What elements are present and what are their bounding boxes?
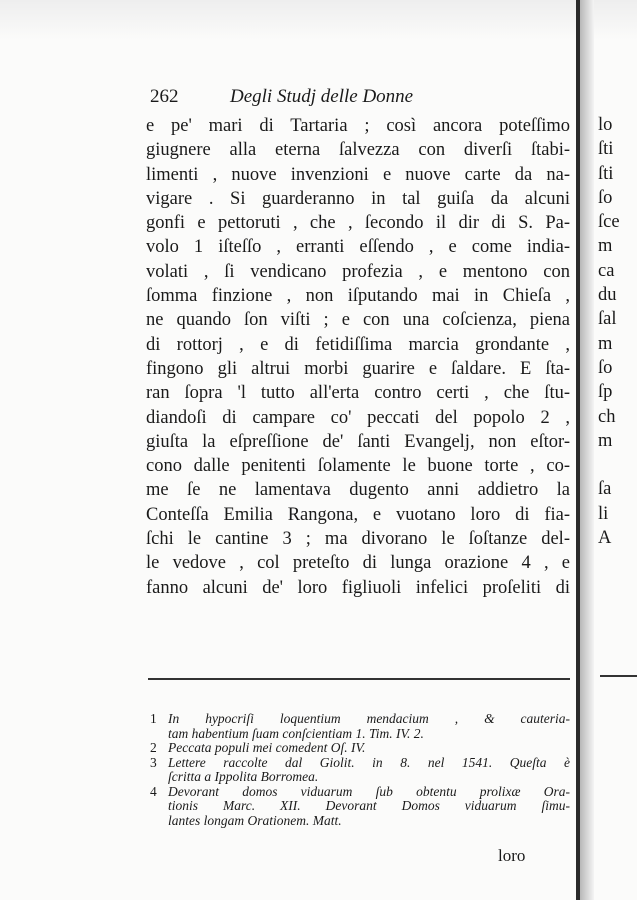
text-line: volati , ſi vendicano profezia , e mentono con bbox=[146, 261, 570, 282]
footnote-line: tam habentium ſuam conſcientiam 1. Tim. IV. 2. bbox=[168, 725, 424, 741]
footnote-line: ſcritta a Ippolita Borromea. bbox=[168, 769, 319, 784]
footnote-number: 1 bbox=[150, 711, 157, 726]
footnote-number: 3 bbox=[150, 754, 157, 770]
facing-page-line: m bbox=[598, 236, 613, 257]
page-header bbox=[150, 86, 570, 110]
text-line: e pe' mari di Tartaria ; così ancora poteſſimo bbox=[146, 116, 570, 136]
footnote-number: 4 bbox=[150, 783, 157, 799]
text-line: cono dalle penitenti ſolamente le buone torte , co- bbox=[146, 456, 570, 477]
footnote-line: In hypocriſi loquentium mendacium , & cauteria- bbox=[168, 711, 570, 726]
facing-page-line: ſo bbox=[598, 357, 613, 378]
footnote-line: Lettere raccolte dal Giolit. in 8. nel 1541. Queſta è bbox=[168, 754, 570, 770]
facing-page-line: ſp bbox=[598, 382, 613, 403]
text-line: di rottorj , e di fetidiſſima marcia grondante , bbox=[146, 334, 570, 355]
facing-page-line: du bbox=[598, 285, 617, 306]
footnotes bbox=[150, 712, 570, 828]
text-line: ſomma finzione , non iſputando mai in Chieſa , bbox=[146, 286, 570, 307]
footnote-line: tionis Marc. XII. Devorant Domos viduarum ſimu- bbox=[168, 798, 570, 813]
footnote bbox=[150, 756, 570, 785]
text-line: ran ſopra 'l tutto all'erta contro certi , che ſtu- bbox=[146, 383, 570, 404]
facing-page-line: ſa bbox=[598, 479, 612, 500]
text-line: fingono gli altrui morbi guarire e ſaldare. E ſta- bbox=[146, 358, 570, 379]
text-line: limenti , nuove invenzioni e nuove carte da na- bbox=[146, 164, 570, 185]
footnote-number: 2 bbox=[150, 740, 157, 755]
text-line: volo 1 iſteſſo , erranti eſſendo , e come india- bbox=[146, 237, 570, 258]
text-line: Conteſſa Emilia Rangona, e vuotano loro di fia- bbox=[146, 504, 570, 525]
facing-page-line: lo bbox=[598, 115, 613, 135]
facing-page-line: ca bbox=[598, 260, 615, 281]
gutter-shadow bbox=[580, 0, 594, 900]
facing-page-line: ſal bbox=[598, 309, 617, 330]
facing-page-line: m bbox=[598, 333, 613, 354]
text-line: fanno alcuni de' loro figliuoli infelici proſeliti di bbox=[146, 577, 570, 598]
running-title: Degli Studj delle Donne bbox=[230, 86, 414, 107]
facing-page-rule bbox=[600, 675, 637, 677]
facing-page-line: ſce bbox=[598, 212, 620, 233]
text-line: ne quando ſon viſti ; e con una coſcienza, piena bbox=[146, 310, 570, 331]
text-line: gonfi e pettoruti , che , ſecondo il dir di S. Pa- bbox=[146, 213, 570, 234]
catchword: loro bbox=[498, 846, 526, 865]
footnote-line: lantes longam Orationem. Matt. bbox=[168, 812, 342, 828]
facing-page-line: ſo bbox=[598, 187, 613, 208]
text-line: ſchi le cantine 3 ; ma divorano le ſoſtanze del- bbox=[146, 529, 570, 550]
footnote bbox=[150, 785, 570, 829]
facing-page-line: li bbox=[598, 503, 609, 524]
text-line: me ſe ne lamentava dugento anni addietro la bbox=[146, 480, 570, 501]
text-line: diandoſi di campare co' peccati del popolo 2 , bbox=[146, 407, 570, 428]
facing-page-line bbox=[598, 453, 620, 477]
text-line: giugnere alla eterna ſalvezza con diverſi ſtabi- bbox=[146, 140, 570, 161]
text-line: giuſta la eſpreſſione de' ſanti Evangelj, non eſtor- bbox=[146, 431, 570, 452]
footnote bbox=[150, 741, 570, 756]
footnote bbox=[150, 712, 570, 741]
facing-page-line: A bbox=[598, 528, 612, 549]
body-text bbox=[146, 114, 570, 600]
footnote-line: Peccata populi mei comedent Oſ. IV. bbox=[168, 740, 366, 755]
facing-page-line: ch bbox=[598, 406, 616, 427]
text-line: vigare . Si guarderanno in tal guiſa da alcuni bbox=[146, 188, 570, 209]
footnote-rule bbox=[148, 678, 570, 680]
facing-page-line: m bbox=[598, 430, 613, 451]
facing-page-line: ſti bbox=[598, 139, 614, 160]
footnote-line: Devorant domos viduarum ſub obtentu prolixæ Ora- bbox=[168, 783, 570, 799]
facing-page-line: ſti bbox=[598, 163, 614, 184]
facing-page-fragment bbox=[598, 113, 620, 550]
page-number: 262 bbox=[150, 86, 179, 107]
text-line: le vedove , col preteſto di lunga orazione 4 , e bbox=[146, 553, 570, 574]
scan-shadow bbox=[0, 0, 637, 40]
